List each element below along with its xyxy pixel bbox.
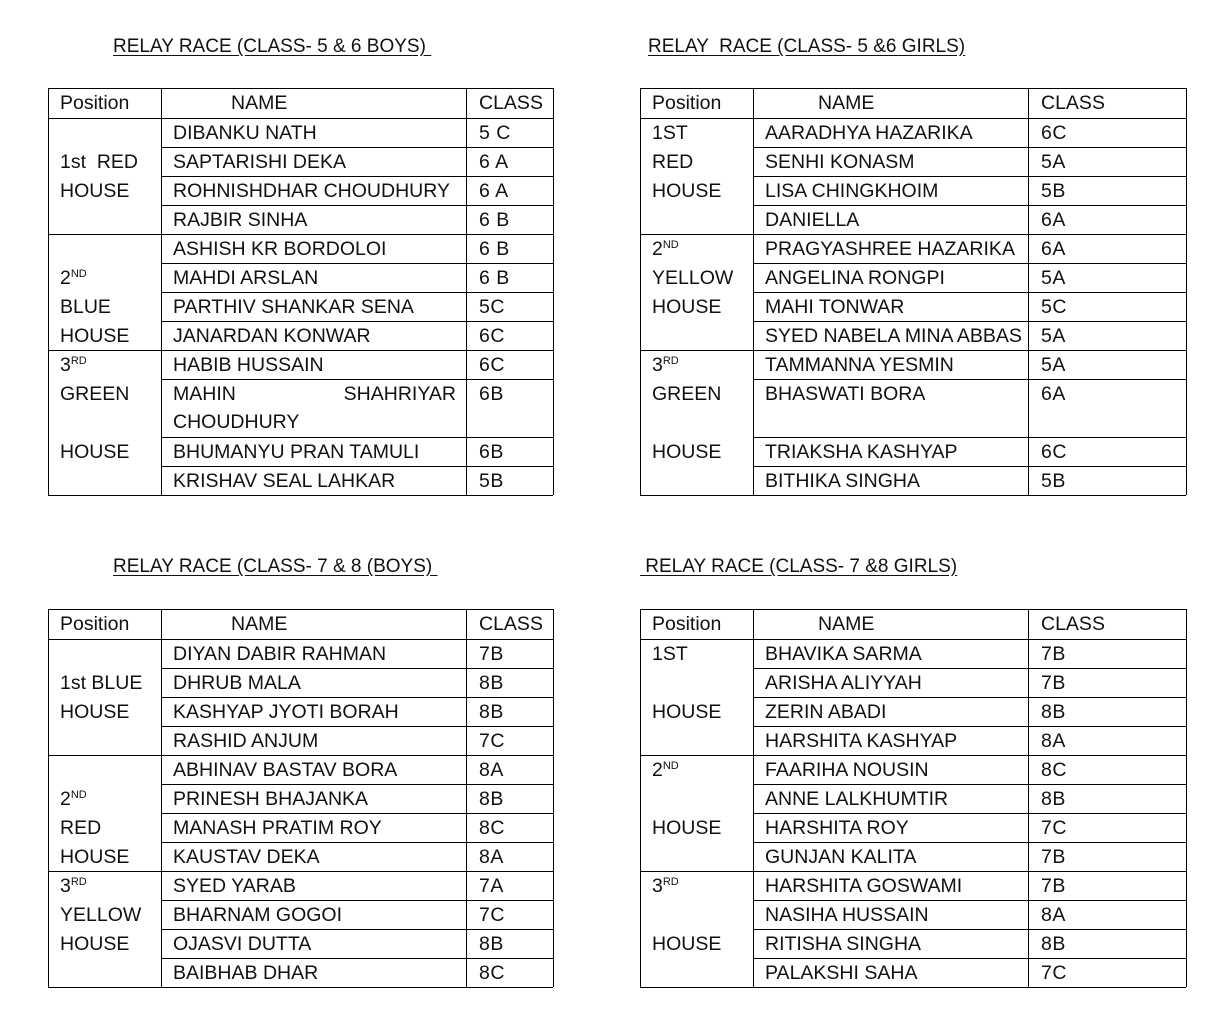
position-label: HOUSE xyxy=(652,180,722,202)
class-cell: 6 B xyxy=(479,209,510,231)
header-name: NAME xyxy=(231,613,288,635)
name-cell: BHASWATI BORA xyxy=(765,383,926,405)
name-cell: HARSHITA KASHYAP xyxy=(765,730,958,752)
class-cell: 6C xyxy=(1041,441,1067,463)
name-cell: TAMMANNA YESMIN xyxy=(765,354,954,376)
name-cell: KAUSTAV DEKA xyxy=(173,846,320,868)
name-cell: MANASH PRATIM ROY xyxy=(173,817,382,839)
name-cell: SENHI KONASM xyxy=(765,151,915,173)
name-cell: BITHIKA SINGHA xyxy=(765,470,920,492)
name-cell: ABHINAV BASTAV BORA xyxy=(173,759,398,781)
position-label: RED xyxy=(60,817,102,839)
class-cell: 5C xyxy=(479,296,505,318)
class-cell: 5B xyxy=(1041,180,1066,202)
table-rule xyxy=(1028,609,1029,987)
name-cell: DIBANKU NATH xyxy=(173,122,317,144)
class-cell: 8B xyxy=(479,788,504,810)
table-rule xyxy=(48,871,553,872)
class-cell: 8B xyxy=(1041,701,1066,723)
position-label: BLUE xyxy=(60,296,111,318)
table-rule xyxy=(48,88,49,495)
table-rule xyxy=(640,495,1186,496)
class-cell: 5B xyxy=(1041,470,1066,492)
table-rule xyxy=(640,88,641,495)
class-cell: 5A xyxy=(1041,354,1066,376)
name-cell: KASHYAP JYOTI BORAH xyxy=(173,701,399,723)
name-cell: BAIBHAB DHAR xyxy=(173,962,319,984)
name-cell: DIYAN DABIR RAHMAN xyxy=(173,643,387,665)
name-cell: JANARDAN KONWAR xyxy=(173,325,371,347)
name-cell: DHRUB MALA xyxy=(173,672,301,694)
position-label: 3RD xyxy=(60,875,87,897)
position-label: HOUSE xyxy=(60,846,130,868)
table-title-girls-5-6: RELAY RACE (CLASS- 5 &6 GIRLS) xyxy=(648,36,966,57)
name-cell: NASIHA HUSSAIN xyxy=(765,904,929,926)
name-cell: DANIELLA xyxy=(765,209,860,231)
table-rule xyxy=(640,609,641,987)
table-rule xyxy=(640,987,1186,988)
name-cell: HARSHITA GOSWAMI xyxy=(765,875,963,897)
class-cell: 6A xyxy=(1041,383,1066,405)
class-cell: 8C xyxy=(479,817,505,839)
name-cell: HABIB HUSSAIN xyxy=(173,354,324,376)
name-cell: OJASVI DUTTA xyxy=(173,933,312,955)
position-label: HOUSE xyxy=(60,441,130,463)
name-cell: BHARNAM GOGOI xyxy=(173,904,343,926)
table-title-girls-7-8: RELAY RACE (CLASS- 7 &8 GIRLS) xyxy=(640,556,958,577)
class-cell: 7B xyxy=(1041,643,1066,665)
class-cell: 7B xyxy=(1041,875,1066,897)
class-cell: 8B xyxy=(479,933,504,955)
position-label: 3RD xyxy=(652,354,679,376)
class-cell: 5 C xyxy=(479,122,511,144)
name-cell: RASHID ANJUM xyxy=(173,730,319,752)
class-cell: 6C xyxy=(1041,122,1067,144)
class-cell: 6 A xyxy=(479,151,509,173)
name-cell: ANNE LALKHUMTIR xyxy=(765,788,949,810)
class-cell: 6A xyxy=(1041,238,1066,260)
class-cell: 7B xyxy=(479,643,504,665)
name-cell: RITISHA SINGHA xyxy=(765,933,922,955)
header-name: NAME xyxy=(818,92,875,114)
table-rule xyxy=(1186,609,1187,987)
table-rule xyxy=(553,609,554,987)
table-rule xyxy=(161,609,162,987)
class-cell: 8A xyxy=(479,759,504,781)
name-cell: BHAVIKA SARMA xyxy=(765,643,922,665)
class-cell: 6C xyxy=(479,354,505,376)
name-cell: BHUMANYU PRAN TAMULI xyxy=(173,441,420,463)
class-cell: 6B xyxy=(479,441,504,463)
table-title-boys-5-6: RELAY RACE (CLASS- 5 & 6 BOYS) xyxy=(113,36,432,57)
header-class: CLASS xyxy=(1041,92,1105,114)
class-cell: 5C xyxy=(1041,296,1067,318)
position-label: 3RD xyxy=(60,354,87,376)
class-cell: 6 B xyxy=(479,238,510,260)
name-cell: ROHNISHDHAR CHOUDHURY xyxy=(173,180,450,202)
header-class: CLASS xyxy=(479,613,543,635)
position-label: 2ND xyxy=(60,267,87,289)
class-cell: 7C xyxy=(479,730,505,752)
table-rule xyxy=(48,495,553,496)
class-cell: 7C xyxy=(1041,817,1067,839)
position-label: HOUSE xyxy=(652,933,722,955)
class-cell: 6A xyxy=(1041,209,1066,231)
table-rule xyxy=(1186,88,1187,495)
name-cell: FAARIHA NOUSIN xyxy=(765,759,929,781)
name-cell: HARSHITA ROY xyxy=(765,817,909,839)
table-rule xyxy=(553,88,554,495)
position-label: HOUSE xyxy=(652,701,722,723)
class-cell: 8A xyxy=(479,846,504,868)
class-cell: 8C xyxy=(479,962,505,984)
name-cell: PRAGYASHREE HAZARIKA xyxy=(765,238,1015,260)
class-cell: 5A xyxy=(1041,325,1066,347)
position-label: YELLOW xyxy=(60,904,142,926)
position-label: 2ND xyxy=(60,788,87,810)
position-label: GREEN xyxy=(652,383,722,405)
position-label: 1ST xyxy=(652,643,688,665)
class-cell: 8A xyxy=(1041,904,1066,926)
name-cell: ZERIN ABADI xyxy=(765,701,887,723)
header-position: Position xyxy=(652,92,722,114)
name-cell: ARISHA ALIYYAH xyxy=(765,672,922,694)
position-label: HOUSE xyxy=(652,441,722,463)
name-cell: TRIAKSHA KASHYAP xyxy=(765,441,958,463)
class-cell: 5B xyxy=(479,470,504,492)
name-cell: PRINESH BHAJANKA xyxy=(173,788,369,810)
table-title-boys-7-8: RELAY RACE (CLASS- 7 & 8 (BOYS) xyxy=(113,556,438,577)
position-label: YELLOW xyxy=(652,267,734,289)
position-label: GREEN xyxy=(60,383,130,405)
position-label: HOUSE xyxy=(60,701,130,723)
position-label: RED xyxy=(652,151,694,173)
table-rule xyxy=(753,609,754,987)
class-cell: 7C xyxy=(1041,962,1067,984)
class-cell: 5A xyxy=(1041,151,1066,173)
class-cell: 7A xyxy=(479,875,504,897)
class-cell: 8B xyxy=(479,672,504,694)
name-cell: GUNJAN KALITA xyxy=(765,846,917,868)
position-label: HOUSE xyxy=(652,296,722,318)
position-label: 2ND xyxy=(652,238,679,260)
name-cell: PALAKSHI SAHA xyxy=(765,962,918,984)
name-cell: MAHDI ARSLAN xyxy=(173,267,319,289)
class-cell: 8B xyxy=(1041,933,1066,955)
name-cell: SAPTARISHI DEKA xyxy=(173,151,347,173)
class-cell: 6 B xyxy=(479,267,510,289)
class-cell: 6 A xyxy=(479,180,509,202)
header-name: NAME xyxy=(818,613,875,635)
header-position: Position xyxy=(60,613,130,635)
table-rule xyxy=(48,609,49,987)
position-label: 3RD xyxy=(652,875,679,897)
position-label: 1ST xyxy=(652,122,688,144)
header-name: NAME xyxy=(231,92,288,114)
name-cell: ANGELINA RONGPI xyxy=(765,267,945,289)
class-cell: 8A xyxy=(1041,730,1066,752)
class-cell: 6C xyxy=(479,325,505,347)
class-cell: 7C xyxy=(479,904,505,926)
table-rule xyxy=(48,987,553,988)
name-cell: PARTHIV SHANKAR SENA xyxy=(173,296,414,318)
name-cell: MAHI TONWAR xyxy=(765,296,905,318)
position-label: 2ND xyxy=(652,759,679,781)
header-class: CLASS xyxy=(1041,613,1105,635)
header-class: CLASS xyxy=(479,92,543,114)
position-label: HOUSE xyxy=(652,817,722,839)
class-cell: 7B xyxy=(1041,672,1066,694)
name-cell: LISA CHINGKHOIM xyxy=(765,180,939,202)
name-cell: SYED YARAB xyxy=(173,875,296,897)
name-cell: AARADHYA HAZARIKA xyxy=(765,122,973,144)
class-cell: 7B xyxy=(1041,846,1066,868)
position-label: HOUSE xyxy=(60,325,130,347)
name-cell: ASHISH KR BORDOLOI xyxy=(173,238,387,260)
class-cell: 5A xyxy=(1041,267,1066,289)
name-cell: KRISHAV SEAL LAHKAR xyxy=(173,470,396,492)
position-label: HOUSE xyxy=(60,933,130,955)
table-rule xyxy=(466,609,467,987)
class-cell: 8B xyxy=(1041,788,1066,810)
header-position: Position xyxy=(60,92,130,114)
name-cell: MAHIN SHAHRIYAR CHOUDHURY xyxy=(173,383,456,433)
class-cell: 6B xyxy=(479,383,504,405)
class-cell: 8C xyxy=(1041,759,1067,781)
position-label: 1st BLUE xyxy=(60,672,143,694)
position-label: HOUSE xyxy=(60,180,130,202)
header-position: Position xyxy=(652,613,722,635)
position-label: 1st RED xyxy=(60,151,139,173)
name-cell: SYED NABELA MINA ABBAS xyxy=(765,325,1022,347)
name-cell: RAJBIR SINHA xyxy=(173,209,308,231)
class-cell: 8B xyxy=(479,701,504,723)
